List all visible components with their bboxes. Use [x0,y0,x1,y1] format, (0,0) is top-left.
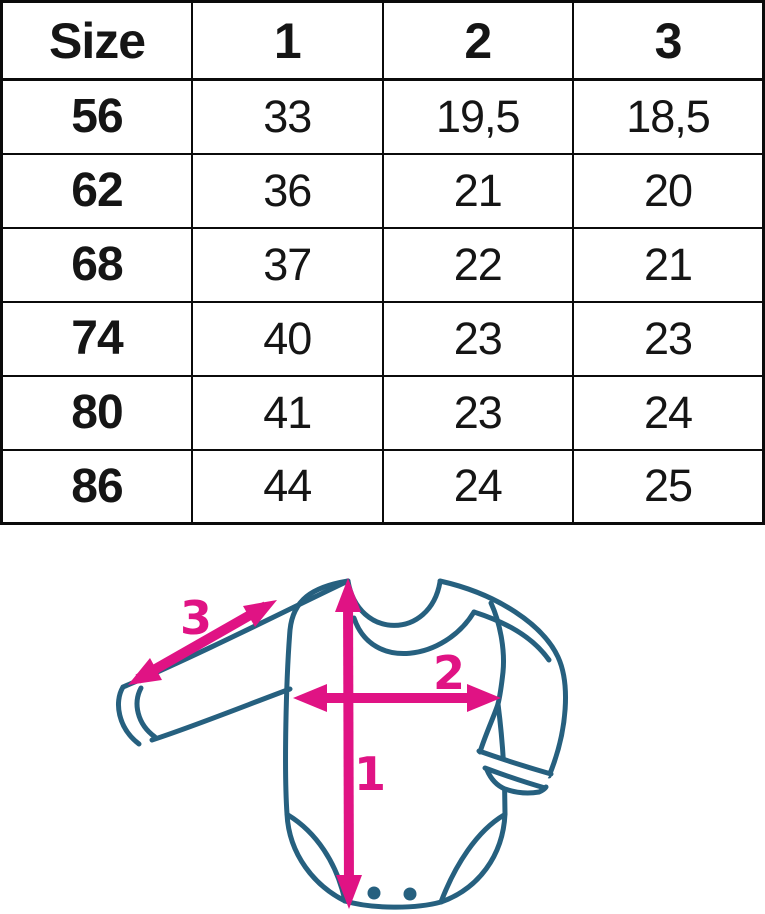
size-table-head [2,2,764,80]
size-cell: 62 [2,154,193,228]
left-leg-inner-curve [288,815,345,901]
right-leg-inner-curve [441,815,504,902]
value-cell: 21 [383,154,574,228]
body-right-edge [498,704,505,814]
right-armhole-seam [491,603,504,704]
value-cell: 41 [192,376,383,450]
header-cell-3: 3 [573,2,764,80]
arrow-1-head-top [335,578,361,612]
body-left-edge [286,581,348,814]
size-cell: 86 [2,450,193,524]
right-cuff-band-line-1 [479,751,551,774]
size-cell: 74 [2,302,193,376]
value-cell: 18,5 [573,80,764,154]
value-cell: 19,5 [383,80,574,154]
right-leg-outer-curve [441,814,505,902]
value-cell: 37 [192,228,383,302]
table-row [2,302,764,376]
left-leg-outer-curve [287,814,345,901]
value-cell: 23 [573,302,764,376]
arrow-2-head-right [467,684,501,712]
arrow-3-head-upper [243,600,277,627]
header-cell-size: Size [2,2,193,80]
arrow-1-head-bottom [336,875,362,909]
snap-button-left [368,887,381,900]
left-cuff-band-line [137,688,155,737]
measurement-arrows [128,578,501,909]
header-cell-2: 2 [383,2,574,80]
value-cell: 23 [383,376,574,450]
size-table-body [2,80,764,524]
table-row [2,376,764,450]
value-cell: 23 [383,302,574,376]
measurement-arrow-1 [335,578,362,909]
bodysuit-drawing [118,581,565,907]
value-cell: 24 [383,450,574,524]
left-cuff-edge [118,687,139,744]
value-cell: 24 [573,376,764,450]
value-cell: 21 [573,228,764,302]
value-cell: 33 [192,80,383,154]
table-row [2,228,764,302]
measurement-arrow-2 [293,684,501,712]
collar-outer-curve [348,581,440,625]
table-row [2,450,764,524]
snap-button-right [404,888,417,901]
right-cuff-band-line-2 [485,768,545,788]
size-cell: 68 [2,228,193,302]
measurement-label-1: 1 [353,747,387,801]
arrow-2-head-left [293,684,327,712]
value-cell: 44 [192,450,383,524]
table-row [2,80,764,154]
right-sleeve-inner-edge [480,704,498,752]
arrow-3-head-lower [128,658,162,685]
value-cell: 20 [573,154,764,228]
bottom-hem-curve [345,901,441,907]
value-cell: 40 [192,302,383,376]
table-header-row [2,2,764,80]
right-sleeve-outer-edge [440,581,565,776]
left-sleeve-top-edge [123,581,348,687]
size-cell: 80 [2,376,193,450]
measurement-label-2: 2 [432,646,466,700]
left-sleeve-bottom-edge [152,689,290,740]
value-cell: 22 [383,228,574,302]
value-cell: 25 [573,450,764,524]
size-cell: 56 [2,80,193,154]
arrow-3-shaft [138,606,266,679]
measurement-label-3: 3 [179,591,213,645]
right-cuff-tip-edge [487,770,546,793]
right-cuff-fill [480,752,551,793]
measurement-arrow-3 [128,600,277,685]
collar-inner-curve [354,612,474,654]
arrow-1-shaft [348,596,349,892]
value-cell: 36 [192,154,383,228]
header-cell-1: 1 [192,2,383,80]
table-row [2,154,764,228]
right-shoulder-seam [474,612,549,660]
